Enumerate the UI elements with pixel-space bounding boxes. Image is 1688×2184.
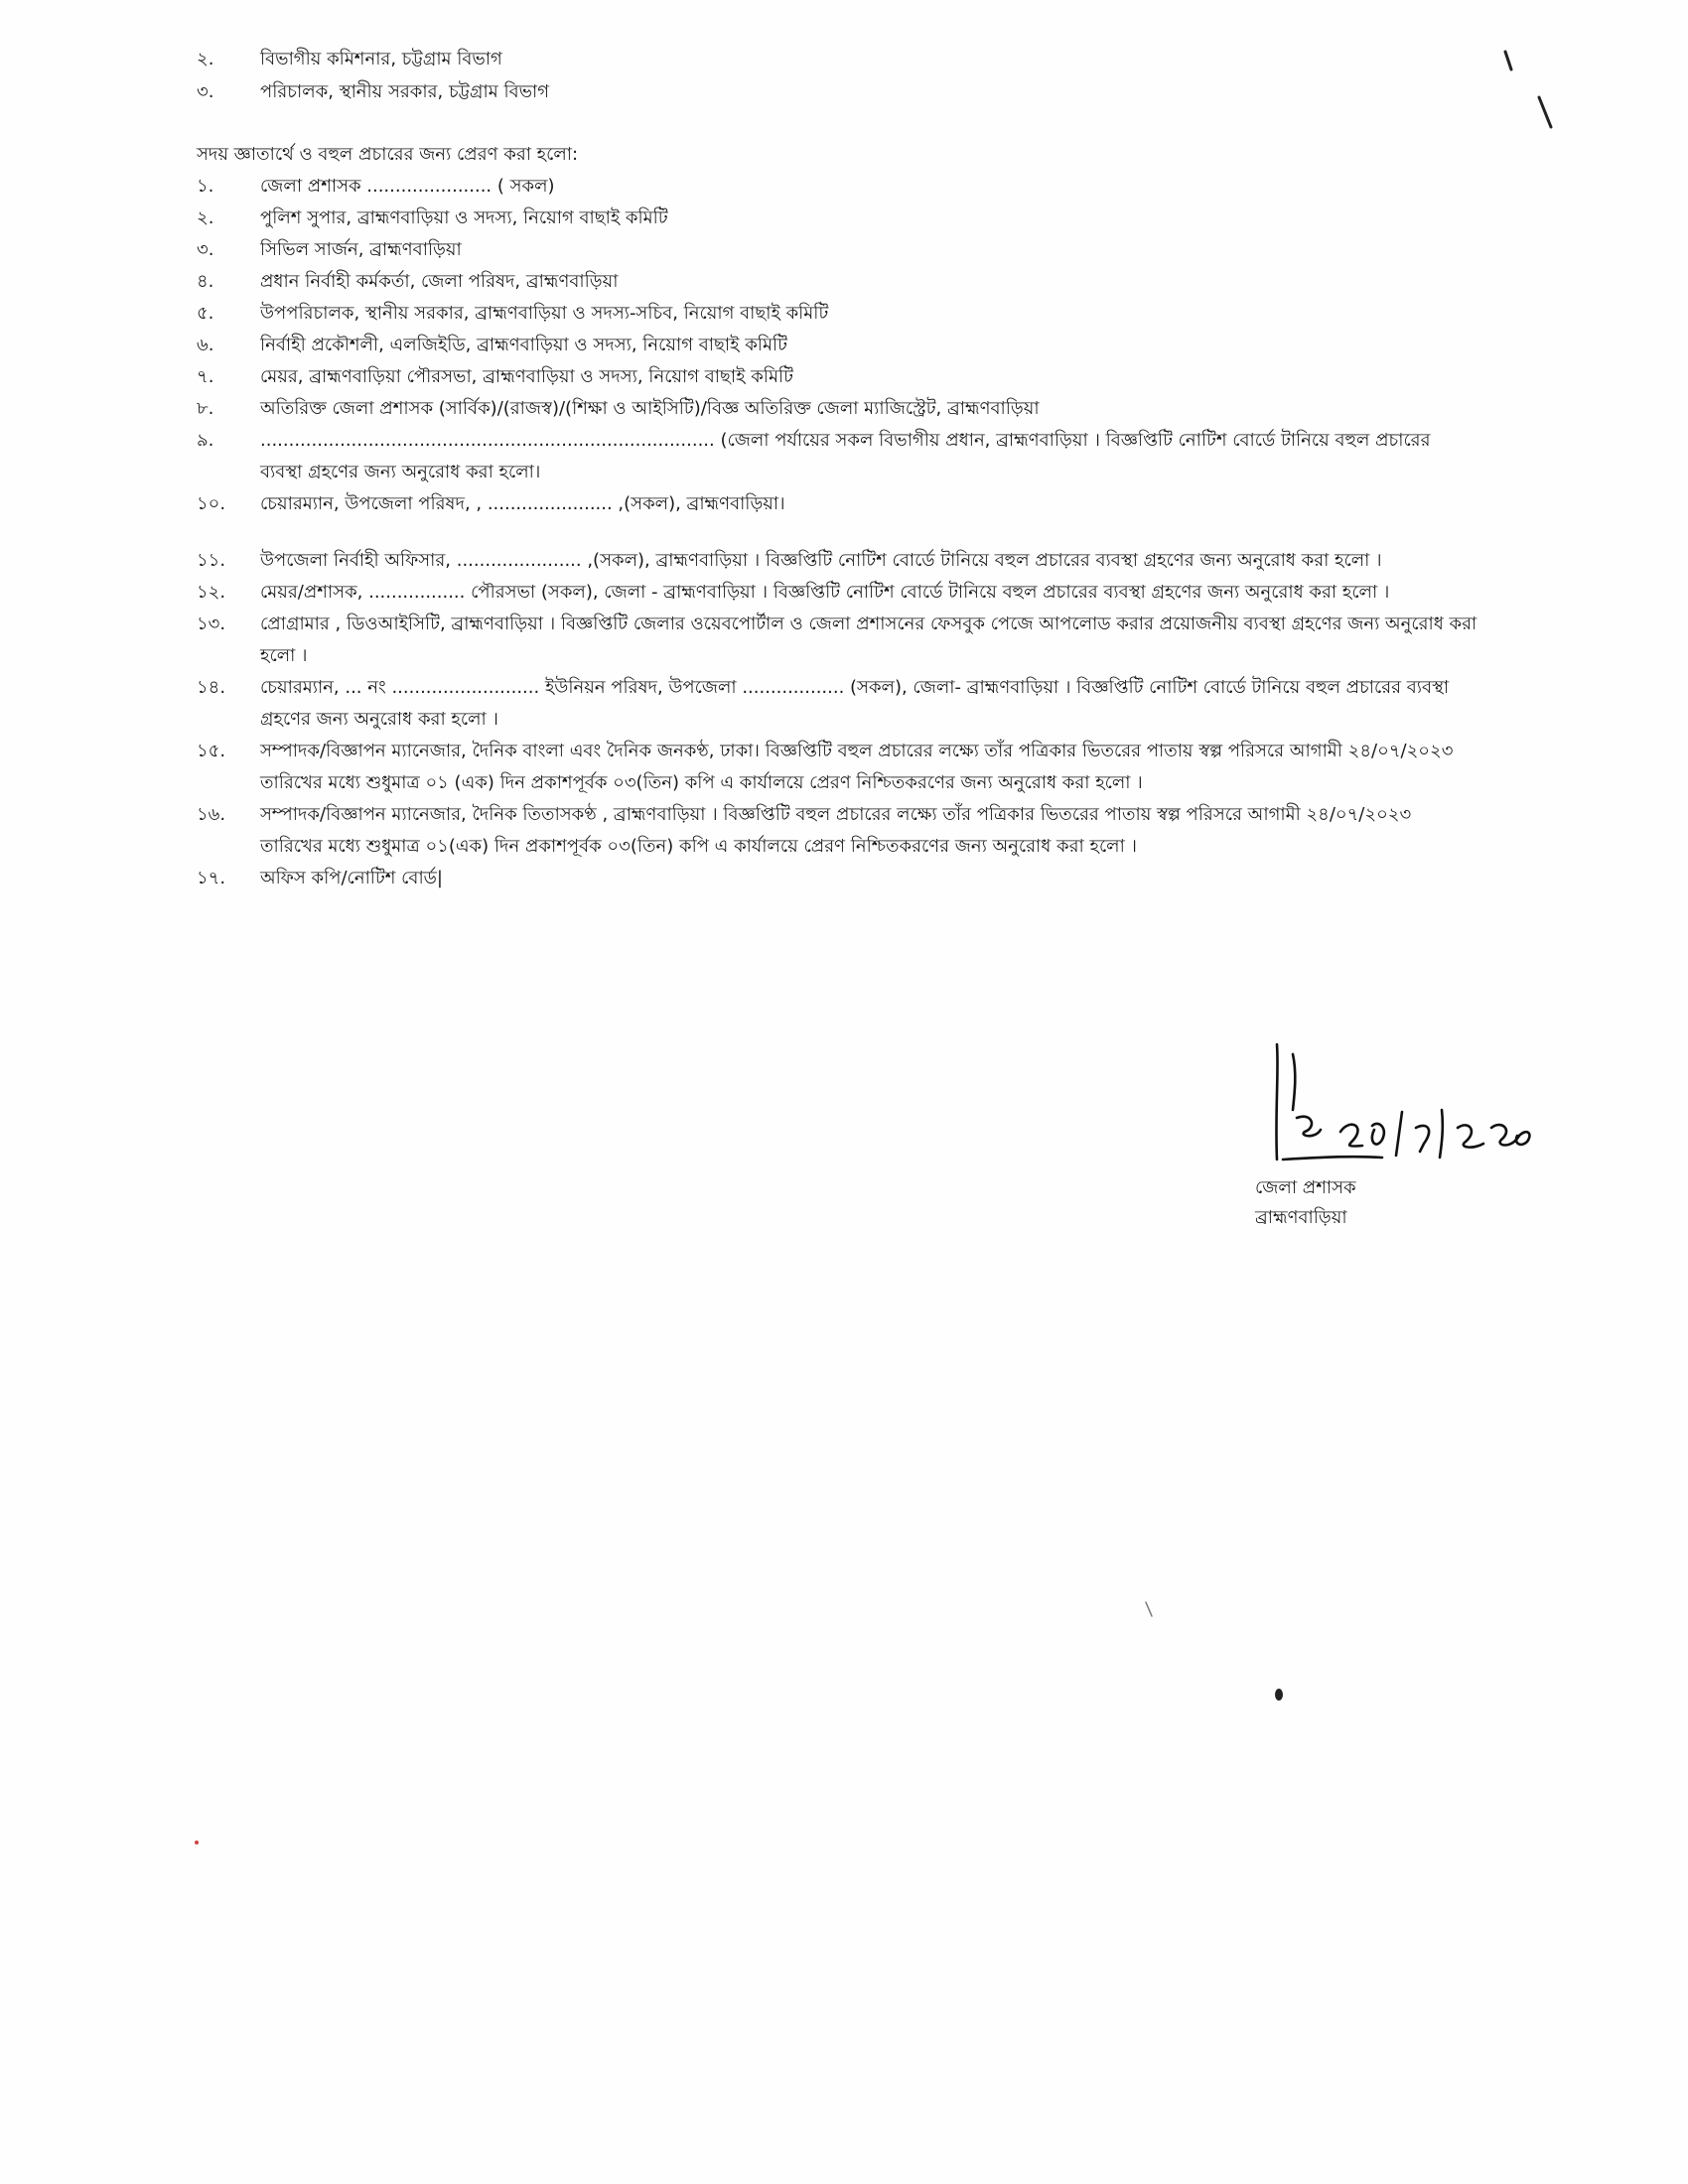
item-text: মেয়র/প্রশাসক, ................. পৌরসভা (সকল), জেলা - ব্রাহ্মণবাড়িয়া । বিজ্ঞপ্তিটি নোটিশ বোর্ডে টানিয়ে বহুল প্রচারের ব্যবস্থা গ্রহণের জন্য অনুরোধ করা হলো । (260, 582, 1390, 603)
list-item (197, 203, 1477, 234)
item-number: ১. (197, 176, 214, 197)
item-number: ১৪. (197, 677, 226, 698)
item-number: ১৭. (197, 868, 226, 888)
list-item (197, 330, 1477, 361)
scan-speck (1142, 1598, 1162, 1628)
item-text: বিভাগীয় কমিশনার, চট্টগ্রাম বিভাগ (260, 49, 502, 69)
item-text: সিভিল সার্জন, ব্রাহ্মণবাড়িয়া (260, 239, 462, 260)
item-text: মেয়র, ব্রাহ্মণবাড়িয়া পৌরসভা, ব্রাহ্মণবাড়িয়া ও সদস্য, নিয়োগ বাছাই কমিটি (260, 366, 793, 387)
list-item (197, 799, 1477, 863)
item-text: অফিস কপি/নোটিশ বোর্ড| (260, 868, 443, 888)
item-text: সম্পাদক/বিজ্ঞাপন ম্যানেজার, দৈনিক বাংলা এবং দৈনিক জনকণ্ঠ, ঢাকা। বিজ্ঞপ্তিটি বহুল প্রচারের লক্ষ্যে তাঁর পত্রিকার ভিতরের পাতায় স্বল্প পরিসরে আগামী ২৪/০৭/২০২৩ তারিখের মধ্যে শুধুমাত্র ০১ (এক) দিন প্রকাশপূর্বক ০৩(তিন) কপি এ কার্যালয়ে প্রেরণ নিশ্চিতকরণের জন্য অনুরোধ করা হলো । (260, 741, 1454, 793)
item-text: সম্পাদক/বিজ্ঞাপন ম্যানেজার, দৈনিক তিতাসকণ্ঠ , ব্রাহ্মণবাড়িয়া । বিজ্ঞপ্তিটি বহুল প্রচারের লক্ষ্যে তাঁর পত্রিকার ভিতরের পাতায় স্বল্প পরিসরে আগামী ২৪/০৭/২০২৩ তারিখের মধ্যে শুধুমাত্র ০১(এক) দিন প্রকাশপূর্বক ০৩(তিন) কপি এ কার্যালয়ে প্রেরণ নিশ্চিতকরণের জন্য অনুরোধ করা হলো । (260, 804, 1412, 857)
item-text: উপজেলা নির্বাহী অফিসার, ...................... ,(সকল), ব্রাহ্মণবাড়িয়া । বিজ্ঞপ্তিটি নোটিশ বোর্ডে টানিয়ে বহুল প্রচারের ব্যবস্থা গ্রহণের জন্য অনুরোধ করা হলো । (260, 550, 1382, 571)
item-number: ৩. (197, 81, 214, 102)
signatory-title: জেলা প্রশাসক (1255, 1177, 1356, 1198)
item-text: ................................................................................ (জেলা পর্যায়ের সকল বিভাগীয় প্রধান, ব্রাহ্মণবাড়িয়া । বিজ্ঞপ্তিটি নোটিশ বোর্ডে টানিয়ে বহুল প্রচারের ব্যবস্থা গ্রহণের জন্য অনুরোধ করা হলো। (260, 430, 1431, 482)
item-text: নির্বাহী প্রকৌশলী, এলজিইডি, ব্রাহ্মণবাড়িয়া ও সদস্য, নিয়োগ বাছাই কমিটি (260, 335, 787, 355)
list-item (197, 863, 1477, 894)
signature-block (1253, 1032, 1551, 1231)
list-item (197, 361, 1477, 393)
item-number: ৯. (197, 430, 214, 451)
list-item (197, 488, 1477, 520)
scan-marks (1499, 48, 1569, 137)
item-text: প্রধান নির্বাহী কর্মকর্তা, জেলা পরিষদ, ব্রাহ্মণবাড়িয়া (260, 271, 619, 292)
item-text: জেলা প্রশাসক ...................... ( সকল) (260, 176, 555, 197)
list-item (197, 577, 1477, 609)
list-item (197, 393, 1477, 425)
list-item (197, 545, 1477, 577)
list-item (197, 298, 1477, 330)
item-number: ৩. (197, 239, 214, 260)
recipient-list-top (197, 44, 1477, 109)
item-number: ১২. (197, 582, 226, 603)
handwritten-signature (1253, 1032, 1551, 1181)
item-number: ১৩. (197, 614, 226, 634)
list-item (197, 76, 1477, 108)
list-item (197, 609, 1477, 672)
list-spacer (197, 520, 1477, 545)
item-number: ৭. (197, 366, 214, 387)
item-number: ১৫. (197, 741, 226, 761)
item-number: ৬. (197, 335, 214, 355)
item-number: ৪. (197, 271, 214, 292)
signatory-location: ব্রাহ্মণবাড়িয়া (1255, 1207, 1347, 1228)
list-item (197, 44, 1477, 75)
list-item (197, 672, 1477, 736)
list-item (197, 425, 1477, 488)
item-text: উপপরিচালক, স্থানীয় সরকার, ব্রাহ্মণবাড়িয়া ও সদস্য-সচিব, নিয়োগ বাছাই কমিটি (260, 303, 829, 324)
item-number: ২. (197, 207, 214, 228)
item-number: ১১. (197, 550, 226, 571)
distribution-intro: সদয় জ্ঞাতার্থে ও বহুল প্রচারের জন্য প্রেরণ করা হলো: (197, 144, 579, 165)
item-number: ২. (197, 49, 214, 69)
list-item (197, 266, 1477, 298)
list-item (197, 171, 1477, 203)
item-text: পুলিশ সুপার, ব্রাহ্মণবাড়িয়া ও সদস্য, নিয়োগ বাছাই কমিটি (260, 207, 668, 228)
scan-speck (1269, 1683, 1289, 1706)
item-text: অতিরিক্ত জেলা প্রশাসক (সার্বিক)/(রাজস্ব)/(শিক্ষা ও আইসিটি)/বিজ্ঞ অতিরিক্ত জেলা ম্যাজিস্ট্রেট, ব্রাহ্মণবাড়িয়া (260, 398, 1040, 419)
distribution-list (197, 171, 1477, 894)
item-text: চেয়ারম্যান, ... নং .......................... ইউনিয়ন পরিষদ, উপজেলা .................. (সকল), জেলা- ব্রাহ্মণবাড়িয়া । বিজ্ঞপ্তিটি নোটিশ বোর্ডে টানিয়ে বহুল প্রচারের ব্যবস্থা গ্রহণের জন্য অনুরোধ করা হলো । (260, 677, 1450, 730)
item-text: প্রোগ্রামার , ডিওআইসিটি, ব্রাহ্মণবাড়িয়া । বিজ্ঞপ্তিটি জেলার ওয়েবপোর্টাল ও জেলা প্রশাসনের ফেসবুক পেজে আপলোড করার প্রয়োজনীয় ব্যবস্থা গ্রহণের জন্য অনুরোধ করা হলো । (260, 614, 1477, 666)
list-item (197, 234, 1477, 266)
item-text: পরিচালক, স্থানীয় সরকার, চট্টগ্রাম বিভাগ (260, 81, 550, 102)
item-text: চেয়ারম্যান, উপজেলা পরিষদ, , ...................... ,(সকল), ব্রাহ্মণবাড়িয়া। (260, 493, 785, 514)
list-item (197, 736, 1477, 799)
scan-speck (193, 1839, 201, 1846)
item-number: ১৬. (197, 804, 226, 825)
item-number: ৫. (197, 303, 214, 324)
item-number: ১০. (197, 493, 226, 514)
item-number: ৮. (197, 398, 214, 419)
